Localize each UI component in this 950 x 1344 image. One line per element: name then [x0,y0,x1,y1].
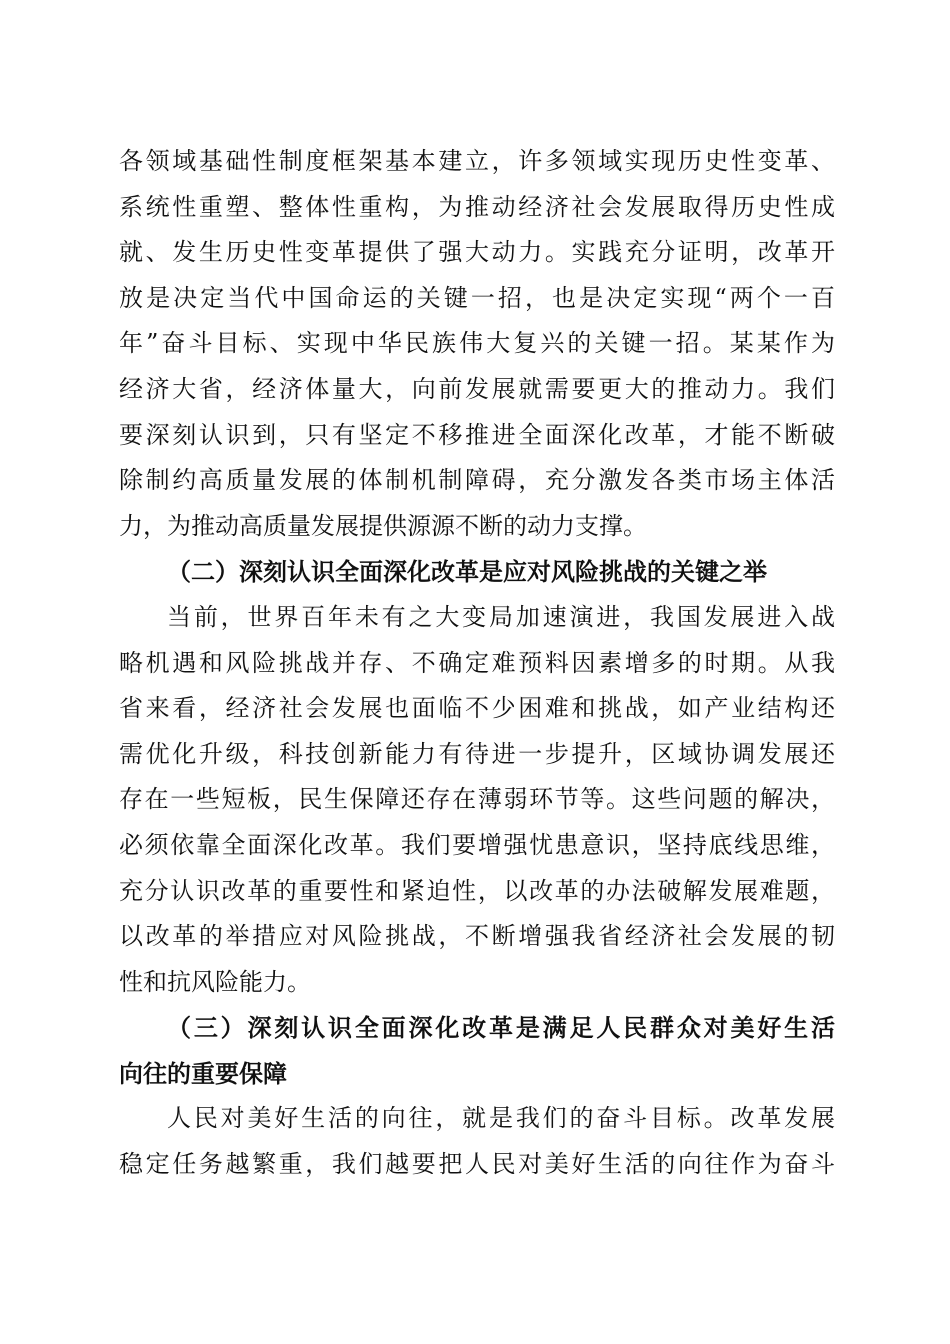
body-line: 系统性重塑、整体性重构，为推动经济社会发展取得历史性成 [119,192,835,221]
body-line: 各领域基础性制度框架基本建立，许多领域实现历史性变革、 [119,147,835,175]
body-line: 以改革的举措应对风险挑战，不断增强我省经济社会发展的韧 [119,922,835,951]
body-line: 需优化升级，科技创新能力有待进一步提升，区域协调发展还 [119,739,835,768]
section-heading-2: （二）深刻认识全面深化改革是应对风险挑战的关键之举 [167,557,767,587]
body-line: 经济大省，经济体量大，向前发展就需要更大的推动力。我们 [119,374,835,403]
body-line: 略机遇和风险挑战并存、不确定难预料因素增多的时期。从我 [119,648,835,677]
body-line: 就、发生历史性变革提供了强大动力。实践充分证明，改革开 [119,238,835,267]
body-line: 年”奋斗目标、实现中华民族伟大复兴的关键一招。某某作为 [119,329,835,358]
body-line: 稳定任务越繁重，我们越要把人民对美好生活的向往作为奋斗 [119,1150,835,1179]
body-line: 存在一些短板，民生保障还存在薄弱环节等。这些问题的解决， [119,785,835,814]
body-line: 性和抗风险能力。 [119,967,311,996]
body-line: 人民对美好生活的向往，就是我们的奋斗目标。改革发展 [167,1104,835,1133]
document-body [119,139,835,1188]
body-line: 除制约高质量发展的体制机制障碍，充分激发各类市场主体活 [119,466,835,495]
section-heading-3: （三）深刻认识全面深化改革是满足人民群众对美好生活 [167,1013,835,1043]
body-line: 省来看，经济社会发展也面临不少困难和挑战，如产业结构还 [119,694,835,723]
body-line: 放是决定当代中国命运的关键一招，也是决定实现“两个一百 [119,283,835,312]
body-line: 要深刻认识到，只有坚定不移推进全面深化改革，才能不断破 [119,420,835,449]
body-line: 当前，世界百年未有之大变局加速演进，我国发展进入战 [167,602,835,631]
section-heading-3-cont: 向往的重要保障 [119,1058,287,1088]
body-line: 必须依靠全面深化改革。我们要增强忧患意识，坚持底线思维， [119,830,835,859]
body-line: 充分认识改革的重要性和紧迫性，以改革的办法破解发展难题， [119,876,835,905]
body-line: 力，为推动高质量发展提供源源不断的动力支撑。 [119,511,647,540]
